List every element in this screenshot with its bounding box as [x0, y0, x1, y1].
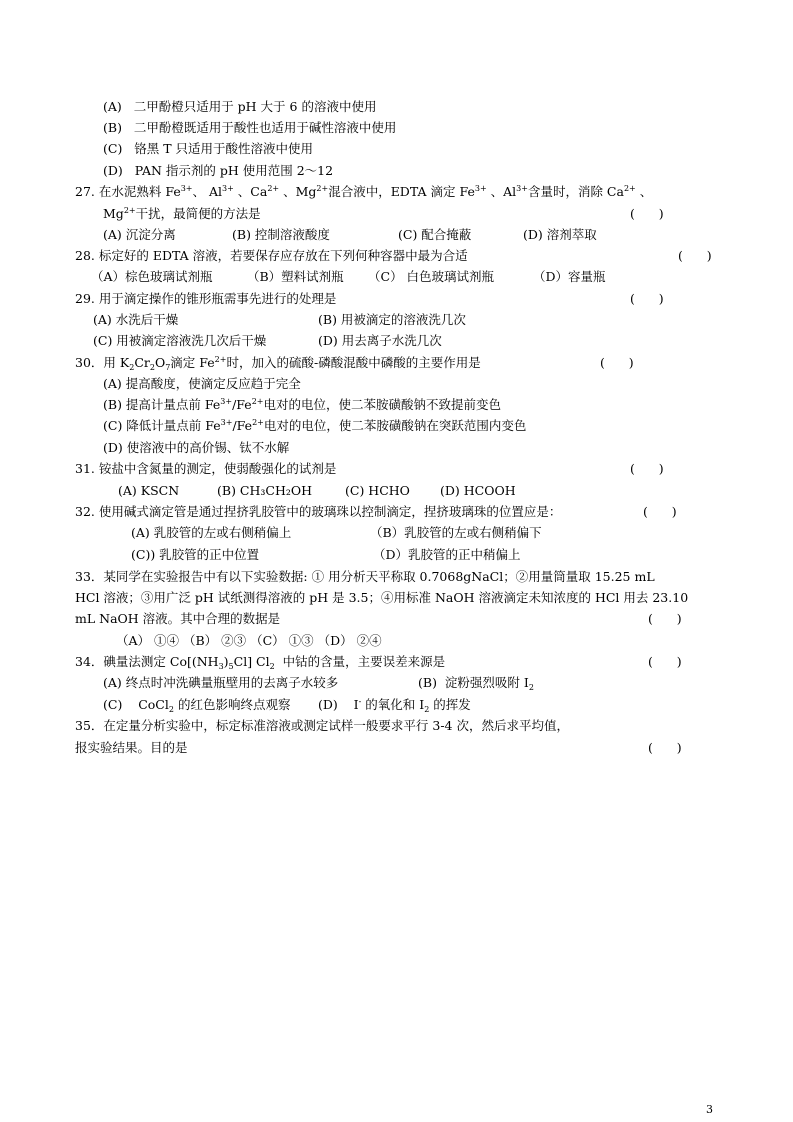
q30-stem: 30．用 $K_2Cr_2O_7$滴定 $Fe^{2+}$时，加入的硫酸-磷酸混酸中磷酸的主要作用是 — [75, 355, 481, 372]
q35-stem-line1: 35．在定量分析实验中，标定标准溶液或测定试样一般要求平行 3-4 次，然后求平均值， — [75, 718, 569, 733]
q35-answer-bracket[interactable]: ( ) — [648, 740, 682, 755]
q27-option-c: (C) 配合掩蔽 — [398, 227, 472, 242]
q26-option-a: (A) 二甲酚橙只适用于 pH 大于 6 的溶液中使用 — [103, 99, 377, 114]
q28-answer-bracket[interactable]: ( ) — [678, 248, 712, 263]
q34-option-d: (D) I- 的氧化和 $I_2$ 的挥发 — [318, 697, 471, 714]
q32-option-b: （B）乳胶管的左或右侧稍偏下 — [370, 525, 542, 540]
q31-stem: 31. 铵盐中含氮量的测定，使弱酸强化的试剂是 — [75, 461, 337, 476]
q34-option-a: (A) 终点时冲洗碘量瓶壁用的去离子水较多 — [103, 675, 339, 690]
q31-option-d: (D) HCOOH — [440, 483, 516, 498]
q31-option-a: (A) KSCN — [118, 483, 180, 498]
q29-answer-bracket[interactable]: ( ) — [630, 291, 664, 306]
q29-option-a: (A) 水洗后干燥 — [93, 312, 179, 327]
q34-option-b: (B) 淀粉强烈吸附 $I_2$ — [418, 675, 534, 692]
q27-answer-bracket[interactable]: ( ) — [630, 206, 664, 221]
q30-answer-bracket[interactable]: ( ) — [600, 355, 634, 370]
q27-option-d: (D) 溶剂萃取 — [523, 227, 597, 242]
q34-option-c: (C) CoCl$_2$ 的红色影响终点观察 — [103, 697, 291, 714]
q27-stem: 27. 在水泥熟料 $Fe^{3+}$、 $Al^{3+}$ 、$Ca^{2+}$ 、$Mg^{2+}$混合液中，EDTA 滴定 $Fe^{3+}$ 、$Al^{3+}$含量时，消除 $Ca^{2+}$ 、 — [75, 184, 653, 199]
q30-option-a: (A) 提高酸度，使滴定反应趋于完全 — [103, 376, 301, 391]
q29-stem: 29. 用于滴定操作的锥形瓶需事先进行的处理是 — [75, 291, 337, 306]
q29-option-d: (D) 用去离子水洗几次 — [318, 333, 442, 348]
q31-option-b: (B) CH₃CH₂OH — [217, 483, 313, 498]
q32-option-d: （D）乳胶管的正中稍偏上 — [373, 547, 521, 562]
q34-answer-bracket[interactable]: ( ) — [648, 654, 682, 669]
q32-stem: 32. 使用碱式滴定管是通过捏挤乳胶管中的玻璃珠以控制滴定，捏挤玻璃珠的位置应是： — [75, 504, 562, 519]
q28-option-c: （C） 白色玻璃试剂瓶 — [368, 269, 495, 284]
q35-stem-line2: 报实验结果。目的是 — [75, 740, 188, 755]
q32-answer-bracket[interactable]: ( ) — [643, 504, 677, 519]
q27-option-a: (A) 沉淀分离 — [103, 227, 176, 242]
q29-option-c: (C) 用被滴定溶液洗几次后干燥 — [93, 333, 267, 348]
q29-option-b: (B) 用被滴定的溶液洗几次 — [318, 312, 466, 327]
q28-option-d: （D）容量瓶 — [533, 269, 606, 284]
q31-option-c: (C) HCHO — [345, 483, 410, 498]
q33-stem-line3: mL NaOH 溶液。其中合理的数据是 — [75, 611, 281, 626]
q27-stem-line2: $Mg^{2+}$干扰，最简便的方法是 — [103, 206, 261, 221]
q26-option-b: (B) 二甲酚橙既适用于酸性也适用于碱性溶液中使用 — [103, 120, 397, 135]
q30-option-b: (B) 提高计量点前 $Fe^{3+}/Fe^{2+}$电对的电位，使二苯胺磺酸钠不致提前变色 — [103, 397, 501, 412]
q32-option-a: (A) 乳胶管的左或右侧稍偏上 — [131, 525, 292, 540]
q30-option-d: (D) 使溶液中的高价锡、钛不水解 — [103, 440, 290, 455]
q28-option-a: （A）棕色玻璃试剂瓶 — [91, 269, 213, 284]
q28-option-b: （B）塑料试剂瓶 — [247, 269, 344, 284]
q34-stem: 34．碘量法测定 $Co[(NH_3)_5Cl]$ $Cl_2$ 中钴的含量，主要误差来源是 — [75, 654, 446, 671]
q26-option-c: (C) 铬黑 T 只适用于酸性溶液中使用 — [103, 141, 314, 156]
q33-answer-bracket[interactable]: ( ) — [648, 611, 682, 626]
q33-stem-line2: HCl 溶液；③用广泛 pH 试纸测得溶液的 pH 是 3.5；④用标准 NaOH 溶液滴定未知浓度的 HCl 用去 23.10 — [75, 590, 689, 605]
page-number: 3 — [706, 1103, 713, 1116]
q27-option-b: (B) 控制溶液酸度 — [232, 227, 330, 242]
q32-option-c: (C)) 乳胶管的正中位置 — [131, 547, 260, 562]
q33-stem-line1: 33．某同学在实验报告中有以下实验数据: ① 用分析天平称取 0.7068gNaCl；②用量筒量取 15.25 mL — [75, 569, 655, 584]
q31-answer-bracket[interactable]: ( ) — [630, 461, 664, 476]
q28-stem: 28. 标定好的 EDTA 溶液，若要保存应存放在下列何种容器中最为合适 — [75, 248, 468, 263]
q33-options: （A） ①④ （B） ②③ （C） ①③ （D） ②④ — [116, 633, 382, 648]
q26-option-d: (D) PAN 指示剂的 pH 使用范围 2～12 — [103, 163, 334, 178]
q30-option-c: (C) 降低计量点前 $Fe^{3+}/Fe^{2+}$电对的电位，使二苯胺磺酸钠在突跃范围内变色 — [103, 418, 527, 433]
